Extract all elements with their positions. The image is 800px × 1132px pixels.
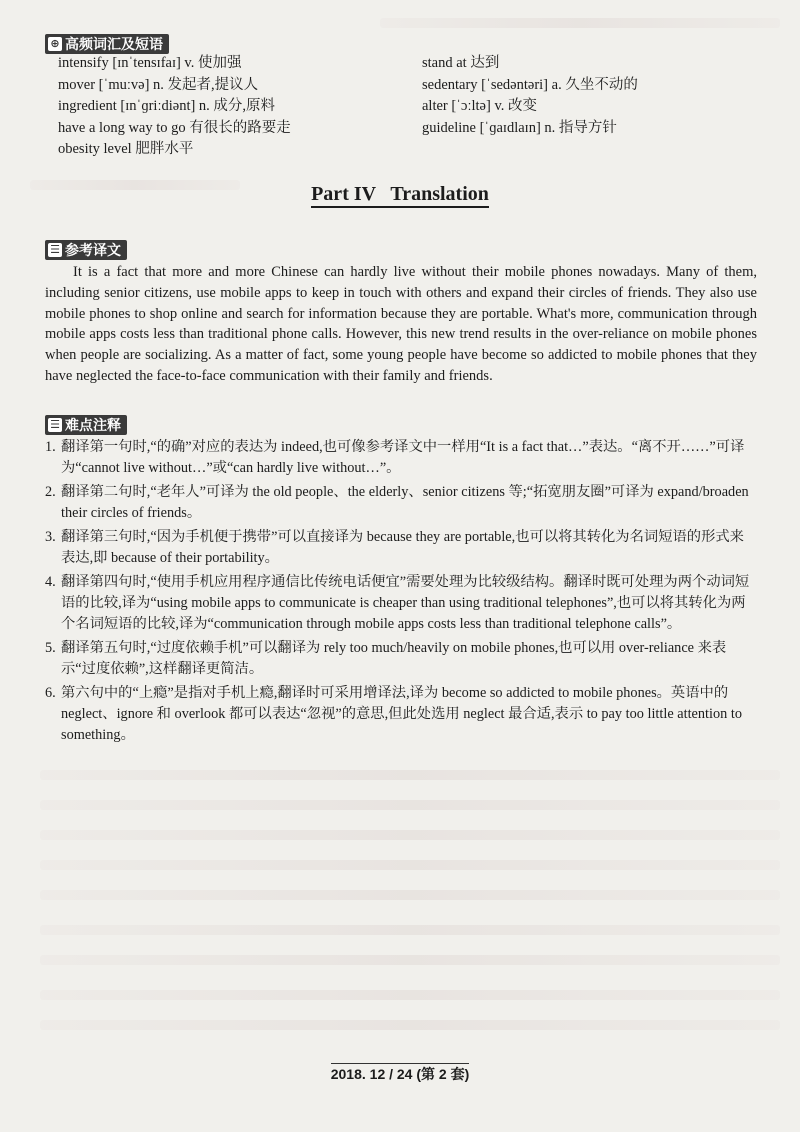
vocab-item: sedentary [ˈsedəntəri] a. 久坐不动的 — [422, 76, 638, 93]
note-item — [45, 482, 757, 524]
note-item — [45, 527, 757, 569]
document-icon: ☰ — [48, 243, 62, 257]
bleed-through — [40, 800, 780, 810]
vocab-item: have a long way to go 有很长的路要走 — [58, 119, 291, 136]
note-text: 翻译第一句时,“的确”对应的表达为 indeed,也可像参考译文中一样用“It is a fact that…”表达。“离不开……”可译为“cannot live without…”或“can hardly live without…”。 — [61, 439, 745, 476]
note-text: 第六句中的“上瘾”是指对手机上瘾,翻译时可采用增译法,译为 become so addicted to mobile phones。英语中的 neglect、ignore 和 overlook 都可以表达“忽视”的意思,但此处选用 neglect 最合适,表示 to pay too little attention to something。 — [61, 685, 742, 743]
note-item — [45, 683, 757, 746]
part-title: Part IV Translation — [0, 183, 800, 206]
bleed-through — [40, 955, 780, 965]
bleed-through — [40, 925, 780, 935]
vocab-item: guideline [ˈɡaɪdlaɪn] n. 指导方针 — [422, 119, 617, 136]
vocab-item: stand at 达到 — [422, 55, 500, 71]
note-item — [45, 638, 757, 680]
vocab-right-column — [422, 53, 638, 139]
note-number: 1. — [45, 439, 56, 455]
vocab-item: ingredient [ɪnˈɡriːdiənt] n. 成分,原料 — [58, 98, 276, 114]
note-text: 翻译第三句时,“因为手机便于携带”可以直接译为 because they are portable,也可以将其转化为名词短语的形式来表达,即 because of their portability。 — [61, 529, 744, 566]
vocab-item: intensify [ɪnˈtensɪfaɪ] v. 使加强 — [58, 55, 242, 71]
vocab-item: alter [ˈɔːltə] v. 改变 — [422, 98, 538, 114]
note-number: 5. — [45, 640, 56, 656]
page-footer: 2018. 12 / 24 (第 2 套) — [0, 1064, 800, 1084]
note-item — [45, 437, 757, 479]
document-icon: ☰ — [48, 418, 62, 432]
bleed-through — [40, 990, 780, 1000]
reference-translation-text: It is a fact that more and more Chinese can hardly live without their mobile phones nowadays. Many of them, including senior citizens, use mobile apps to keep in touch with others and expand their circles of friends. They also use mobile phones to shop online and search for information because they are portable. What's more, communication through mobile apps costs less than traditional phone calls. However, this new trend results in the over-reliance on mobile phones when people are socializing. As a matter of fact, some young people have become so addicted to mobile phones that they have neglected the face-to-face communication with their family and friends. — [45, 264, 757, 384]
note-item — [45, 572, 757, 635]
plus-circle-icon: ⊕ — [48, 37, 62, 51]
notes-list — [45, 437, 757, 749]
note-number: 2. — [45, 484, 56, 500]
reference-section-label: ☰ 参考译文 — [45, 240, 127, 260]
vocab-item: mover [ˈmuːvə] n. 发起者,提议人 — [58, 76, 259, 93]
bleed-through — [40, 860, 780, 870]
note-number: 3. — [45, 529, 56, 545]
vocab-item: obesity level 肥胖水平 — [58, 141, 194, 157]
note-number: 4. — [45, 574, 56, 590]
notes-section-label: ☰ 难点注释 — [45, 415, 127, 435]
note-text: 翻译第四句时,“使用手机应用程序通信比传统电话便宜”需要处理为比较级结构。翻译时既可处理为两个动词短语的比较,译为“using mobile apps to communicate is cheaper than using traditional telephones”,也可以将其转化为两个名词短语的比较,译为“communication through mobile apps costs less than traditional telephone calls”。 — [61, 574, 750, 632]
note-text: 翻译第二句时,“老年人”可译为 the old people、the elderly、senior citizens 等;“拓宽朋友圈”可译为 expand/broaden their circles of friends。 — [61, 484, 749, 521]
note-number: 6. — [45, 685, 56, 701]
bleed-through — [380, 18, 780, 28]
bleed-through — [40, 890, 780, 900]
bleed-through — [40, 1020, 780, 1030]
vocab-left-column — [58, 53, 291, 161]
bleed-through — [40, 770, 780, 780]
bleed-through — [40, 830, 780, 840]
vocab-section-label: ⊕ 高频词汇及短语 — [45, 34, 169, 54]
note-text: 翻译第五句时,“过度依赖手机”可以翻译为 rely too much/heavily on mobile phones,也可以用 over-reliance 来表示“过度依赖”,这样翻译更简洁。 — [61, 640, 727, 677]
